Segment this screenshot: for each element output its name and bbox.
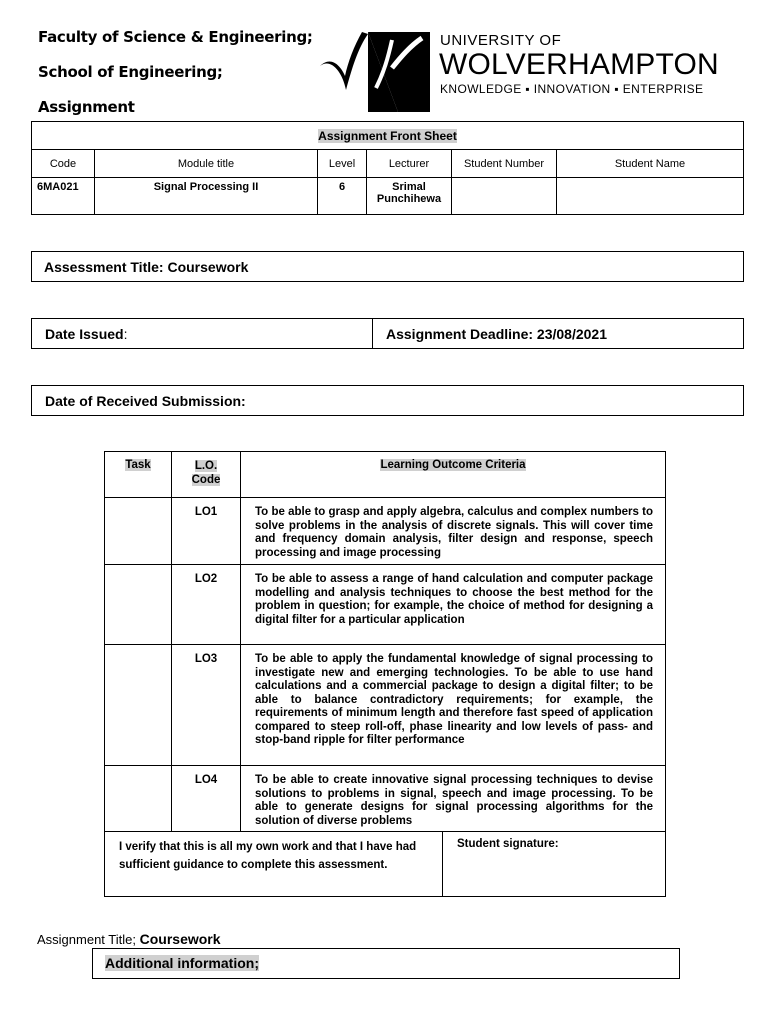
lo-criteria: To be able to apply the fundamental knowledge of signal processing to investigate new and emerging technologies. To be able to use hand calculations and a commercial package to design a digital filter; to be able to balance contradictory requirements; for example, the requirements of minimum length and therefore fast speed of application compared to steep roll-off, phase linearity and low levels of pass- and stop-band ripple for filter performance: [241, 645, 666, 766]
assignment-heading: Assignment: [38, 98, 135, 116]
header-criteria: Learning Outcome Criteria: [380, 459, 526, 471]
task-cell: [105, 498, 172, 565]
footer-title-value: Coursework: [139, 931, 221, 947]
lo-code: LO3: [172, 645, 241, 766]
date-received-label: Date of Received Submission:: [45, 393, 246, 409]
assignment-deadline: Assignment Deadline: 23/08/2021: [386, 326, 607, 342]
header-code: Code: [191, 474, 221, 486]
col-lecturer: Lecturer: [367, 150, 452, 178]
task-cell: [105, 645, 172, 766]
col-level: Level: [318, 150, 367, 178]
date-issued-colon: :: [123, 326, 128, 342]
date-issued-cell: [32, 319, 373, 348]
footer-title-label: Assignment Title;: [37, 932, 136, 947]
header-task: Task: [125, 459, 151, 471]
university-name: WOLVERHAMPTON: [439, 48, 719, 81]
faculty-heading: Faculty of Science & Engineering;: [38, 28, 313, 46]
lo-code: LO2: [172, 565, 241, 645]
school-heading: School of Engineering;: [38, 63, 223, 81]
additional-info-box[interactable]: [92, 948, 680, 979]
assessment-title-box: [31, 251, 744, 282]
task-cell: [105, 766, 172, 832]
lo-code: LO4: [172, 766, 241, 832]
student-name-field[interactable]: [557, 178, 744, 215]
col-code: Code: [32, 150, 95, 178]
front-sheet-table: [31, 121, 744, 215]
verify-statement: I verify that this is all my own work and that I have had sufficient guidance to complete this assessment.: [105, 832, 443, 896]
date-received-box: [31, 385, 744, 416]
assessment-title: Assessment Title: Coursework: [44, 259, 249, 275]
header-lo: L.O.: [194, 460, 218, 472]
lo-code: LO1: [172, 498, 241, 565]
student-number-field[interactable]: [452, 178, 557, 215]
module-code: 6MA021: [32, 178, 95, 215]
lo-criteria: To be able to assess a range of hand calculation and computer package modelling and analysis techniques to choose the best method for the problem in question; for example, the choice of method for designing a digital filter for a particular application: [241, 565, 666, 645]
col-module-title: Module title: [95, 150, 318, 178]
front-sheet-title: Assignment Front Sheet: [318, 128, 457, 143]
lo-criteria: To be able to create innovative signal processing techniques to devise solutions to problems in signal, speech and image processing. To be able to generate designs for signal processing algorithms for the solution of diverse problems: [241, 766, 666, 832]
col-student-number: Student Number: [452, 150, 557, 178]
module-title: Signal Processing II: [95, 178, 318, 215]
footer-assignment-title: [37, 931, 221, 947]
col-student-name: Student Name: [557, 150, 744, 178]
university-of: UNIVERSITY OF: [440, 32, 562, 49]
university-logo-icon: [318, 28, 430, 114]
learning-outcomes-table: [104, 451, 666, 897]
module-level: 6: [318, 178, 367, 215]
additional-info-label: Additional information;: [105, 955, 259, 971]
lo-criteria: To be able to grasp and apply algebra, calculus and complex numbers to solve problems in the analysis of discrete signals. This will cover time and frequency domain analysis, filter design and response, speech processing and image processing: [241, 498, 666, 565]
student-signature-field[interactable]: Student signature:: [457, 838, 559, 850]
dates-box: [31, 318, 744, 349]
date-issued-label: Date Issued: [45, 326, 124, 342]
task-cell: [105, 565, 172, 645]
university-motto: KNOWLEDGE ▪ INNOVATION ▪ ENTERPRISE: [440, 82, 704, 96]
module-lecturer: Srimal Punchihewa: [367, 178, 452, 215]
